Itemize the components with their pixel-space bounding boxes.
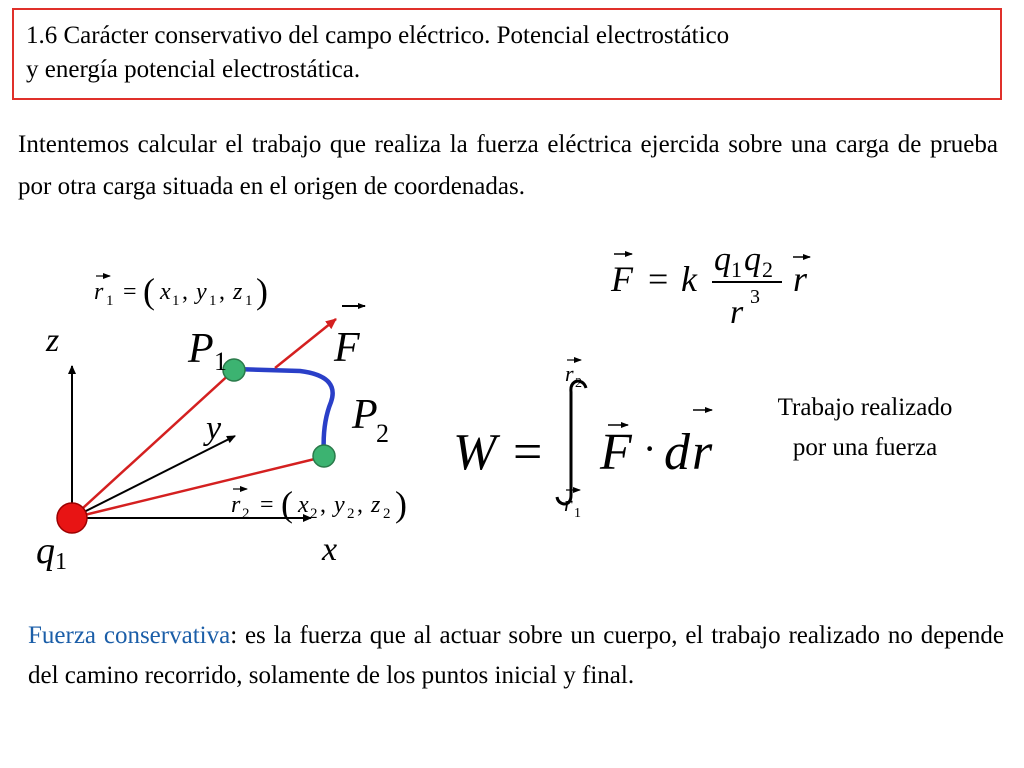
svg-text:q: q xyxy=(36,530,55,572)
svg-text:d: d xyxy=(664,424,690,481)
charge-q1 xyxy=(57,503,87,533)
conservative-force-term: Fuerza conservativa xyxy=(28,622,231,649)
svg-text:): ) xyxy=(395,484,407,524)
svg-text:1: 1 xyxy=(214,347,227,376)
svg-text:2: 2 xyxy=(347,506,355,522)
svg-text:r: r xyxy=(94,279,104,305)
svg-text:2: 2 xyxy=(575,376,582,391)
svg-text:F: F xyxy=(611,259,633,299)
svg-text:k: k xyxy=(681,259,697,299)
work-caption xyxy=(734,388,996,468)
p2-label xyxy=(351,392,389,448)
svg-text:r: r xyxy=(231,492,241,518)
r1-definition xyxy=(94,271,268,311)
q1-label xyxy=(36,530,67,575)
svg-text:r: r xyxy=(564,491,573,516)
axis-x-label: x xyxy=(322,531,338,568)
svg-text:x: x xyxy=(160,279,171,305)
svg-text:1: 1 xyxy=(106,293,114,309)
conservative-force-text: : es la fuerza que al actuar sobre un cuerpo, el trabajo realizado no depende del camino recorrido, solamente de los puntos inicial y final. xyxy=(28,622,1004,689)
svg-text:1: 1 xyxy=(731,257,742,282)
svg-text:,: , xyxy=(182,279,188,305)
point-p2 xyxy=(313,445,335,467)
intro-paragraph: Intentemos calcular el trabajo que realiza la fuerza eléctrica ejercida sobre una carga de prueba por otra carga situada en el origen de coordenadas. xyxy=(18,131,998,200)
svg-text:q: q xyxy=(714,241,731,278)
title-line-1: 1.6 Carácter conservativo del campo eléctrico. Potencial electrostático xyxy=(26,22,730,49)
axis-z-label: z xyxy=(46,322,60,359)
svg-text:z: z xyxy=(371,492,381,518)
svg-text:1: 1 xyxy=(55,549,67,575)
svg-text:1: 1 xyxy=(245,293,253,309)
conservative-force-definition xyxy=(28,616,1004,696)
svg-text:=: = xyxy=(123,279,137,305)
svg-text:): ) xyxy=(256,271,268,311)
svg-text:r: r xyxy=(692,424,713,481)
title-line-2: y energía potencial electrostática. xyxy=(26,56,361,83)
svg-text:q: q xyxy=(744,241,761,278)
svg-text:=: = xyxy=(648,259,669,299)
p1-label xyxy=(187,326,227,376)
svg-text:2: 2 xyxy=(242,506,250,522)
svg-text:(: ( xyxy=(143,271,155,311)
svg-text:y: y xyxy=(334,492,345,518)
force-vector xyxy=(275,319,336,368)
svg-text:r: r xyxy=(793,259,808,299)
svg-text:3: 3 xyxy=(750,286,760,308)
svg-text:(: ( xyxy=(281,484,293,524)
svg-text:W: W xyxy=(453,424,497,481)
work-caption-line-1: Trabajo realizado xyxy=(777,394,953,421)
svg-text:y: y xyxy=(196,279,207,305)
svg-text:z: z xyxy=(233,279,243,305)
svg-text:1: 1 xyxy=(574,506,581,521)
svg-text:2: 2 xyxy=(310,506,318,522)
axis-y-label: y xyxy=(206,410,222,447)
y-axis xyxy=(72,436,235,518)
svg-text:1: 1 xyxy=(172,293,180,309)
svg-text:r: r xyxy=(730,294,744,331)
work-integral xyxy=(453,360,713,521)
svg-text:,: , xyxy=(320,492,326,518)
svg-text:2: 2 xyxy=(383,506,391,522)
svg-text:x: x xyxy=(298,492,309,518)
svg-text:=: = xyxy=(260,492,274,518)
svg-text:2: 2 xyxy=(762,257,773,282)
work-caption-line-2: por una fuerza xyxy=(792,434,938,461)
svg-text:=: = xyxy=(513,424,543,481)
svg-text:F: F xyxy=(600,424,632,481)
path-p1-p2 xyxy=(234,369,333,455)
svg-text:P: P xyxy=(352,392,378,438)
svg-text:·: · xyxy=(643,426,657,471)
svg-text:F: F xyxy=(334,325,360,371)
coulomb-formula xyxy=(610,241,810,331)
svg-text:r: r xyxy=(565,361,574,386)
svg-text:,: , xyxy=(219,279,225,305)
svg-text:2: 2 xyxy=(376,419,389,448)
force-label xyxy=(333,306,365,371)
svg-text:1: 1 xyxy=(209,293,217,309)
svg-text:,: , xyxy=(357,492,363,518)
svg-text:P: P xyxy=(188,326,214,372)
